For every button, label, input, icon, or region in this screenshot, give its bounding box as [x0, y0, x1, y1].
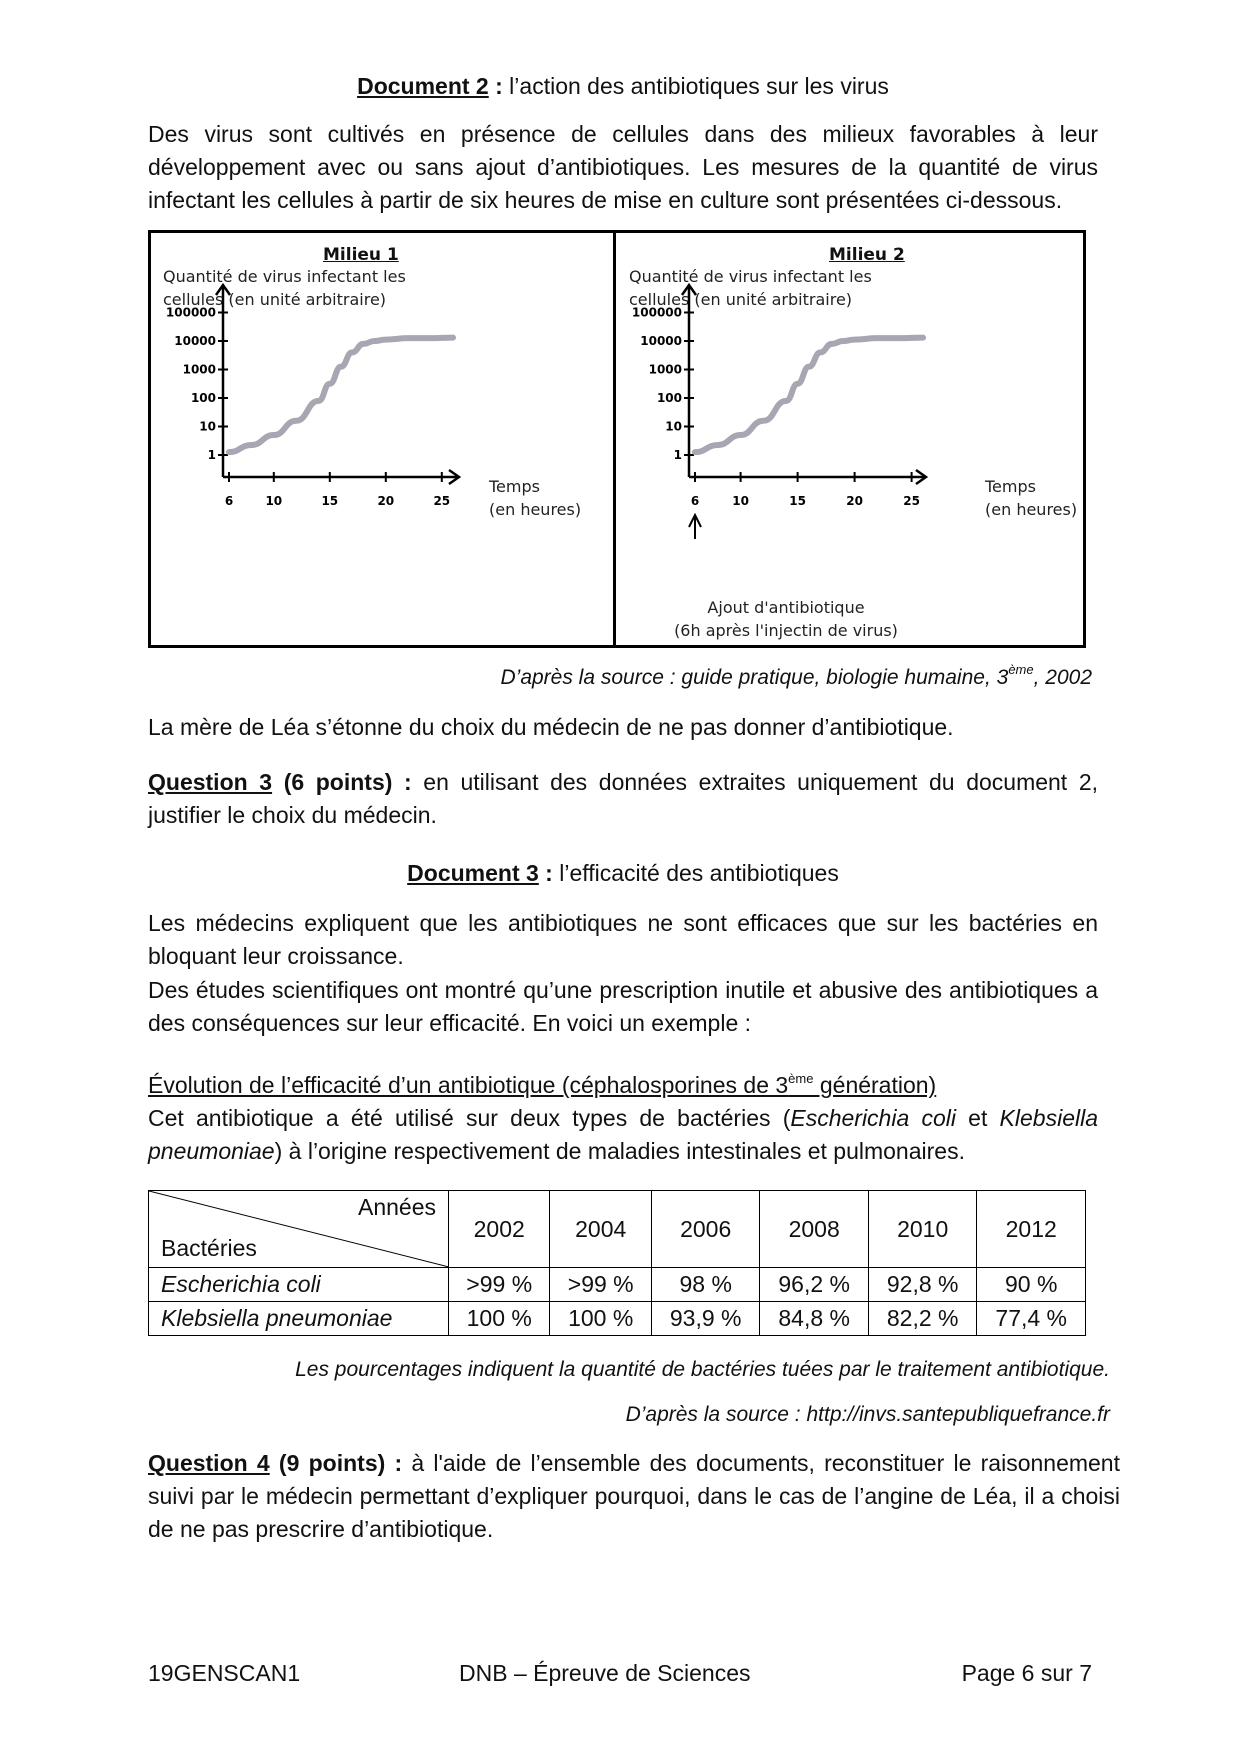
chart2-series-line	[695, 338, 923, 453]
q3-points: (6 points) :	[272, 769, 412, 795]
chart2-plot	[616, 233, 1083, 645]
doc2-source	[500, 662, 1092, 690]
chart1-title: Milieu 1	[323, 245, 399, 265]
usage-bacteria-1: Escherichia coli	[790, 1105, 956, 1131]
chart1-series-line	[229, 338, 453, 453]
doc2-source-sup: ème	[1008, 662, 1034, 677]
table-cell: 98 %	[651, 1268, 760, 1302]
chart2-x-tick-label: 15	[789, 494, 806, 508]
table-cell: 84,8 %	[760, 1302, 869, 1336]
year-header: 2012	[977, 1191, 1086, 1268]
year-header: 2008	[760, 1191, 869, 1268]
chart1-xlabel-line1: Temps	[489, 477, 540, 496]
efficacy-table	[148, 1190, 1086, 1336]
table-cell: 92,8 %	[868, 1268, 977, 1302]
table-row	[149, 1268, 1086, 1302]
table-cell: >99 %	[550, 1268, 651, 1302]
table-corner-cell	[149, 1191, 449, 1268]
footer-code: 19GENSCAN1	[148, 1660, 301, 1686]
bacteria-name: Escherichia coli	[149, 1268, 449, 1302]
doc2-heading	[148, 70, 1098, 103]
chart2-y-tick-label: 10	[665, 419, 682, 434]
doc2-heading-label: Document 2	[357, 73, 489, 99]
doc2-source-suffix: , 2002	[1033, 666, 1092, 689]
doc3-usage	[148, 1102, 1098, 1168]
table-cell: 96,2 %	[760, 1268, 869, 1302]
chart2-y-tick-label: 10000	[640, 334, 682, 348]
chart1-y-tick-label: 10000	[174, 334, 216, 348]
table-cell: 93,9 %	[651, 1302, 760, 1336]
chart2-x-tick-label: 6	[690, 494, 700, 508]
q3-label: Question 3	[148, 769, 273, 795]
evo-prefix: Évolution de l’efficacité d’un antibiotique (céphalosporines de 3	[148, 1072, 789, 1098]
usage-bacteria-2: Klebsiella pneumoniae	[148, 1105, 1098, 1164]
usage-a: Cet antibiotique a été utilisé sur deux types de bactéries (	[148, 1105, 791, 1131]
chart2-xlabel-line1: Temps	[985, 477, 1036, 496]
chart1-x-tick-label: 15	[321, 494, 339, 508]
chart1-y-tick-label: 10	[199, 419, 216, 434]
doc3-paragraph-2: Des études scientifiques ont montré qu’une prescription inutile et abusive des antibiotiques a des conséquences sur leur efficacité. En voici un exemple :	[148, 977, 1098, 1036]
year-header: 2002	[449, 1191, 550, 1268]
doc3-evolution-title	[148, 1069, 1098, 1102]
chart2-y-tick-label: 1	[673, 448, 682, 462]
chart1-y-tick-label: 1	[207, 448, 216, 462]
q4-points: (9 points) :	[269, 1450, 403, 1476]
question-3	[148, 766, 1098, 832]
table-header-row	[149, 1191, 1086, 1268]
chart2-ylabel-line1: Quantité de virus infectant les	[629, 267, 872, 286]
footer-page: Page 6 sur 7	[961, 1660, 1092, 1686]
doc3-heading-text: l’efficacité des antibiotiques	[552, 860, 839, 886]
year-header: 2004	[550, 1191, 651, 1268]
chart1-x-tick-label: 10	[265, 494, 283, 508]
corner-bottom-label: Bactéries	[161, 1235, 257, 1261]
doc2-figure	[148, 230, 1086, 648]
table-row	[149, 1302, 1086, 1336]
chart1-ylabel-line2: cellules (en unité arbitraire)	[163, 290, 387, 309]
q4-label: Question 4	[148, 1450, 270, 1476]
year-header: 2010	[868, 1191, 977, 1268]
table-cell: 100 %	[550, 1302, 651, 1336]
q3-text: en utilisant des données extraites uniquement du document 2, justifier le choix du médecin.	[148, 769, 1098, 828]
doc3-heading	[148, 857, 1098, 890]
chart1-x-tick-label: 20	[377, 494, 395, 508]
table-cell: >99 %	[449, 1268, 550, 1302]
chart2-y-tick-label: 100000	[631, 305, 682, 320]
evo-suffix: génération)	[813, 1072, 937, 1098]
doc2-heading-colon: :	[488, 73, 503, 99]
chart2-y-tick-label: 1000	[648, 362, 682, 377]
q4-text: à l'aide de l’ensemble des documents, reconstituer le raisonnement suivi par le médecin permettant d’expliquer pourquoi, dans le cas de l’angine de Léa, il a choisi de ne pas prescrire d’antibiotique.	[148, 1450, 1120, 1542]
doc2-intro: Des virus sont cultivés en présence de cellules dans des milieux favorables à leur développement avec ou sans ajout d’antibiotiques. Les mesures de la quantité de virus infectant les cellules à partir de six heures de mise en culture sont présentées ci-dessous.	[148, 121, 1098, 213]
chart2-annotation-line1: Ajout d'antibiotique	[707, 598, 865, 617]
usage-c: et	[955, 1105, 1000, 1131]
chart2-title: Milieu 2	[829, 245, 905, 265]
evo-sup: ème	[788, 1071, 814, 1086]
chart2-x-tick-label: 20	[846, 494, 863, 508]
chart1-y-tick-label: 100000	[165, 305, 216, 320]
chart1-xlabel-line2: (en heures)	[489, 500, 582, 519]
chart1-y-tick-label: 100	[190, 391, 216, 405]
chart1-x-tick-label: 25	[433, 494, 451, 508]
mother-text: La mère de Léa s’étonne du choix du médecin de ne pas donner d’antibiotique.	[148, 714, 954, 740]
year-header: 2006	[651, 1191, 760, 1268]
corner-top-label: Années	[357, 1194, 436, 1220]
doc3-heading-colon: :	[538, 860, 553, 886]
doc2-source-prefix: D’après la source : guide pratique, biologie humaine, 3	[500, 666, 1009, 689]
table-cell: 82,2 %	[868, 1302, 977, 1336]
table-note: Les pourcentages indiquent la quantité de bactéries tuées par le traitement antibiotique.	[295, 1358, 1110, 1381]
table-cell: 77,4 %	[977, 1302, 1086, 1336]
chart1-y-tick-label: 1000	[182, 362, 216, 377]
footer-exam: DNB – Épreuve de Sciences	[459, 1660, 751, 1686]
table-cell: 90 %	[977, 1268, 1086, 1302]
doc2-heading-text: l’action des antibiotiques sur les virus	[502, 73, 889, 99]
doc3-source: D’après la source : http://invs.santepubliquefrance.fr	[625, 1403, 1110, 1426]
usage-d: ) à l’origine respectivement de maladies intestinales et pulmonaires.	[274, 1138, 965, 1164]
chart2-xlabel-line2: (en heures)	[985, 500, 1078, 519]
chart2-x-tick-label: 25	[903, 494, 920, 508]
chart1-plot	[151, 233, 613, 645]
chart1-x-tick-label: 6	[224, 494, 234, 508]
chart2-x-tick-label: 10	[732, 494, 749, 508]
bacteria-name: Klebsiella pneumoniae	[149, 1302, 449, 1336]
chart1-ylabel-line1: Quantité de virus infectant les	[163, 267, 406, 286]
doc3-heading-label: Document 3	[407, 860, 539, 886]
table-cell: 100 %	[449, 1302, 550, 1336]
doc3-paragraph-1: Les médecins expliquent que les antibiotiques ne sont efficaces que sur les bactéries en bloquant leur croissance.	[148, 910, 1098, 969]
chart2-y-tick-label: 100	[656, 391, 682, 405]
question-4	[148, 1447, 1120, 1546]
chart2-ylabel-line2: cellules (en unité arbitraire)	[629, 290, 853, 309]
chart2-annotation-line2: (6h après l'injectin de virus)	[674, 621, 898, 640]
